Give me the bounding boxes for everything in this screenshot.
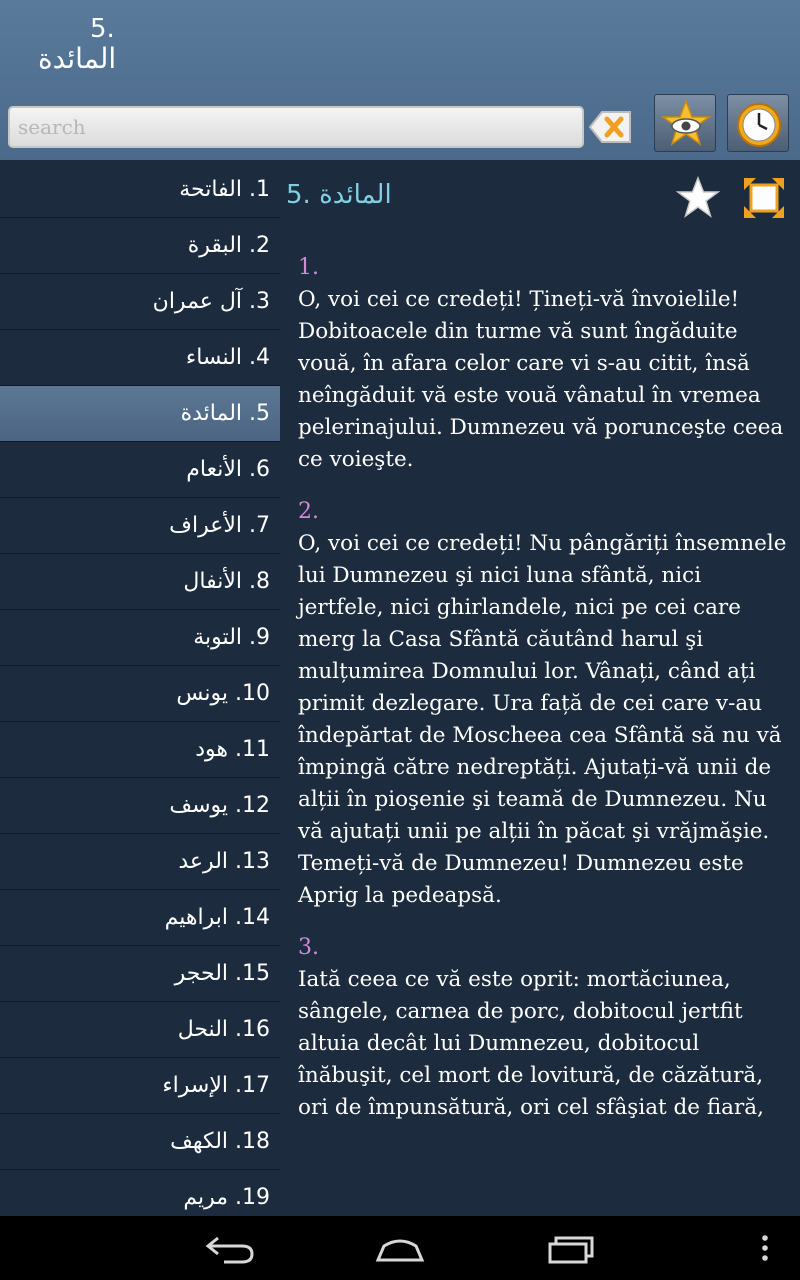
sura-item[interactable]: 9. التوبة: [0, 610, 280, 666]
sura-item[interactable]: 7. الأعراف: [0, 498, 280, 554]
verse-text: Iată ceea ce vă este oprit: mortăciunea, sângele, carnea de porc, dobitocul jertfit altuia decât lui Dumnezeu, dobitocul înăbuşit, cel mort de lovitură, de căzătură, ori de împunsătură, ori cel sfâşiat de fiară,: [298, 967, 764, 1120]
sura-item[interactable]: 1. الفاتحة: [0, 162, 280, 218]
overflow-menu-icon[interactable]: [758, 1234, 772, 1264]
sura-item[interactable]: 6. الأنعام: [0, 442, 280, 498]
sura-item[interactable]: 17. الإسراء: [0, 1058, 280, 1114]
sura-item[interactable]: 14. ابراهيم: [0, 890, 280, 946]
sura-item[interactable]: 18. الكهف: [0, 1114, 280, 1170]
app-header: [0, 0, 800, 160]
verse-list: [298, 252, 788, 1144]
sura-item[interactable]: 11. هود: [0, 722, 280, 778]
verse-number: 1.: [298, 255, 319, 280]
clock-icon: [734, 99, 784, 149]
verse-text: O, voi cei ce credeți! Nu pângăriți însemnele lui Dumnezeu şi nici luna sfântă, nici jertfele, nici ghirlandele, nici pe cei care merg la Casa Sfântă căutând harul şi mulțumirea Domnului lor. Vânați, când ați primit dezlegare. Ura față de cei care v-au îndepărtat de Moscheea cea Sfântă să nu vă împingă către nedreptăți. Ajutați-vă unii de alții în pioşenie şi teamă de Dumnezeu. Nu vă ajutați unii pe alții în păcat şi vrăjmăşie. Temeți-vă de Dumnezeu! Dumnezeu este Aprig la pedeapsă.: [298, 531, 787, 908]
sura-item[interactable]: 13. الرعد: [0, 834, 280, 890]
recents-icon[interactable]: [546, 1234, 598, 1264]
sura-item[interactable]: 12. يوسف: [0, 778, 280, 834]
sura-item[interactable]: 3. آل عمران: [0, 274, 280, 330]
verse-content[interactable]: [280, 162, 800, 1216]
header-sura-number: 5.: [90, 14, 115, 44]
sura-item[interactable]: 8. الأنفال: [0, 554, 280, 610]
sura-list[interactable]: [0, 162, 280, 1216]
home-icon[interactable]: [374, 1234, 426, 1264]
search-input[interactable]: [8, 106, 584, 148]
verse[interactable]: [298, 932, 788, 1124]
sura-item[interactable]: 19. مريم: [0, 1170, 280, 1216]
verse-text: O, voi cei ce credeți! Țineți-vă învoielile! Dobitoacele din turme vă sunt îngăduite vouă, în afara celor care vi s-au citit, însă neîngăduit vă este vouă vânatul în vremea pelerinajului. Dumnezeu vă porunceşte ceea ce voieşte.: [298, 287, 784, 472]
star-icon: [676, 176, 720, 220]
sura-item[interactable]: 16. النحل: [0, 1002, 280, 1058]
bookmark-button[interactable]: [676, 176, 720, 220]
expand-icon: [742, 176, 786, 220]
verse[interactable]: [298, 252, 788, 476]
history-button[interactable]: [727, 94, 789, 152]
expand-button[interactable]: [742, 176, 786, 220]
star-eye-icon: [661, 99, 711, 149]
system-navigation-bar: [0, 1216, 800, 1280]
sura-item[interactable]: 2. البقرة: [0, 218, 280, 274]
back-icon[interactable]: [204, 1234, 256, 1264]
clear-text-icon[interactable]: [588, 108, 632, 146]
content-title: 5. المائدة: [286, 180, 392, 210]
star-eye-button[interactable]: [654, 94, 716, 152]
sura-item[interactable]: 4. النساء: [0, 330, 280, 386]
header-sura-name: المائدة: [38, 42, 117, 75]
sura-item[interactable]: 15. الحجر: [0, 946, 280, 1002]
verse-number: 3.: [298, 935, 319, 960]
sura-item[interactable]: 10. يونس: [0, 666, 280, 722]
verse-number: 2.: [298, 499, 319, 524]
sura-item-active[interactable]: 5. المائدة: [0, 386, 280, 442]
verse[interactable]: [298, 496, 788, 912]
